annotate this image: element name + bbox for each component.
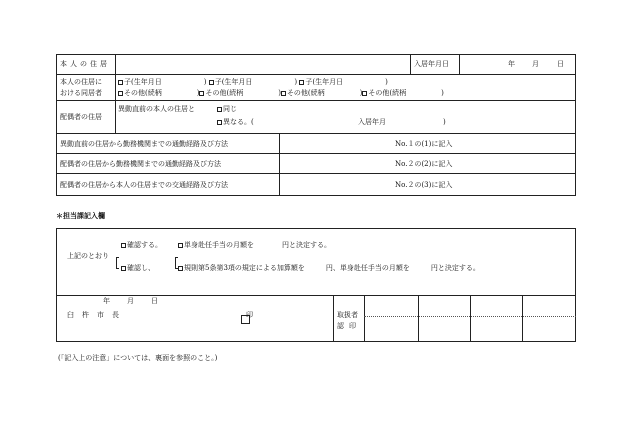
same-option[interactable] [217,105,237,113]
spouse-move-in-label: 入居年月 [358,118,386,126]
other-3-option[interactable] [281,89,362,97]
confirm-option[interactable] [121,241,162,249]
other-1-option[interactable] [118,89,199,97]
other-2-text: その他(続柄 ) [205,89,281,97]
checkbox-icon[interactable] [178,243,183,248]
child-3-text: 子(生年月日 ) [305,78,388,86]
confirm-option-text: 確認する。 [127,241,162,249]
footnote: (「記入上の注意」については、裏面を参照のこと。) [58,354,218,362]
different-option-text: 異なる。( [223,118,254,126]
checkbox-icon[interactable] [121,243,126,248]
bracket-mark [116,257,119,269]
other-3-text: その他(続柄 ) [286,89,363,97]
child-2-option[interactable] [209,78,297,86]
checkbox-icon[interactable] [217,107,222,112]
other-4-text: その他(続柄 ) [368,89,444,97]
regulation-option-text: 規則第5条第3項の規定による加算額を 円、単身赴任手当の月額を 円と決定する。 [184,264,480,272]
route-row-3-label: 配偶者の住居から本人の住居までの交通経路及び方法 [60,181,228,189]
cohabitants-label-line2: おける同居者 [60,89,102,97]
checkbox-icon[interactable] [362,91,367,96]
checkbox-icon[interactable] [217,120,222,125]
other-2-option[interactable] [199,89,280,97]
checkbox-icon[interactable] [199,91,204,96]
checkbox-icon[interactable] [118,91,123,96]
route-row-1-label: 異動直前の住居から勤務機関までの通勤経路及び方法 [60,140,228,148]
decision-month-label: 月 [127,297,134,305]
route-row-3-note: No.２の(3)に記入 [395,181,453,189]
move-in-day-label: 日 [557,60,564,68]
seal-label: 印 [246,311,253,319]
child-1-option[interactable] [118,78,206,86]
cohabitant-children-line [118,78,388,86]
checkbox-icon[interactable] [121,266,126,271]
residence-label: 本人の住居 [60,60,110,68]
cohabitants-label-line1: 本人の住居に [60,78,102,86]
move-in-date-label: 入居年月日 [414,60,449,68]
route-row-1-note: No.１の(1)に記入 [395,140,453,148]
allowance-option[interactable] [178,241,331,249]
checkbox-icon[interactable] [281,91,286,96]
regulation-option[interactable] [178,264,480,272]
move-in-month-label: 月 [532,60,539,68]
spouse-residence-prefix: 異動直前の本人の住居と [118,105,195,113]
move-in-year-label: 年 [508,60,515,68]
spouse-residence-label: 配偶者の住居 [60,113,102,121]
decision-day-label: 日 [151,297,158,305]
issuer-label: 臼杵市長 [67,311,127,319]
child-2-text: 子(生年月日 ) [214,78,298,86]
office-intro: 上記のとおり [67,252,109,260]
route-row-2-note: No.２の(2)に記入 [395,160,453,168]
other-4-option[interactable] [362,89,443,97]
close-paren: ) [443,118,446,126]
child-3-option[interactable] [299,78,387,86]
same-option-text: 同じ [223,105,237,113]
checkbox-icon[interactable] [118,80,123,85]
residence-input[interactable] [117,56,408,72]
checkbox-icon[interactable] [178,266,183,271]
cohabitant-others-line [118,89,444,97]
child-1-text: 子(生年月日 ) [124,78,207,86]
confirm-partial-option-text: 確認し、 [127,264,155,272]
handler-label-line2: 認印 [337,322,361,330]
allowance-option-text: 単身赴任手当の月額を 円と決定する。 [184,241,331,249]
checkbox-icon[interactable] [209,80,214,85]
handler-label-line1: 取扱者 [337,311,358,319]
route-row-2-label: 配偶者の住居から勤務機関までの通勤経路及び方法 [60,160,221,168]
decision-year-label: 年 [103,297,110,305]
different-option[interactable] [217,118,254,126]
confirm-partial-option[interactable] [121,264,155,272]
checkbox-icon[interactable] [299,80,304,85]
other-1-text: その他(続柄 ) [124,89,200,97]
office-section-title: ＊担当課記入欄 [56,211,105,220]
